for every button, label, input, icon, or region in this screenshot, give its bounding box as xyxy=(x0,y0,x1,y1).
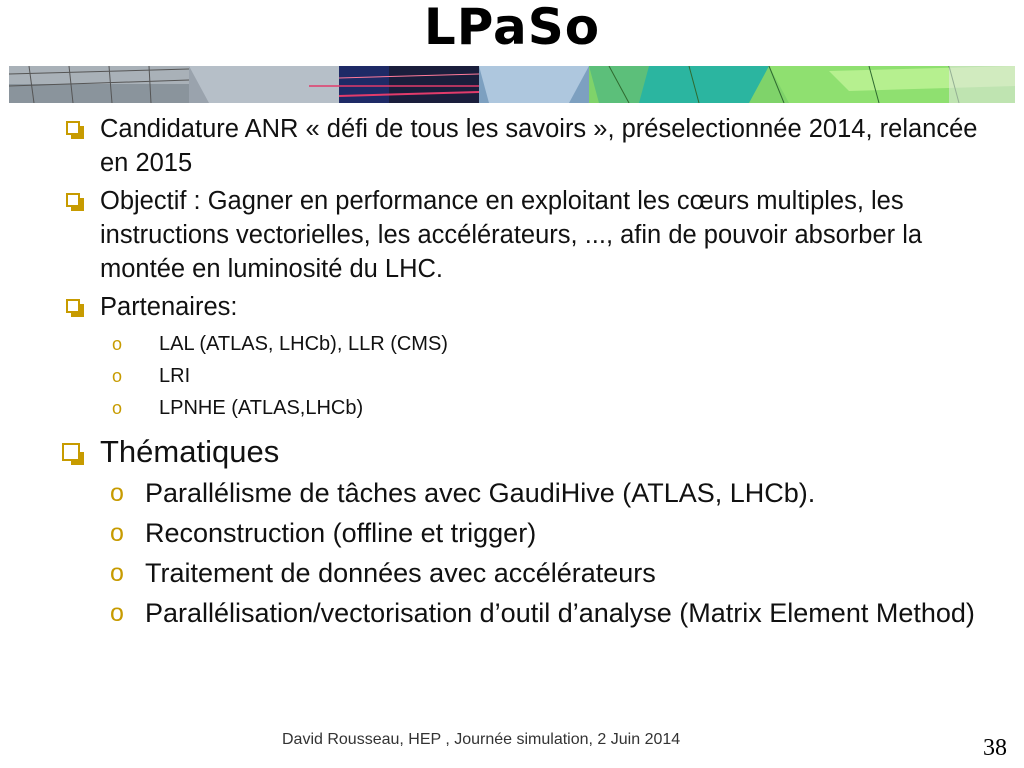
list-item: o LAL (ATLAS, LHCb), LLR (CMS) xyxy=(60,328,980,360)
circle-bullet-icon: o xyxy=(110,519,124,547)
circle-bullet-icon: o xyxy=(110,559,124,587)
circle-bullet-icon: o xyxy=(112,366,123,386)
circle-bullet-icon: o xyxy=(110,599,124,627)
bullet-thematiques: Thématiques xyxy=(60,432,980,472)
page-number: 38 xyxy=(983,735,1007,761)
circle-bullet-icon: o xyxy=(110,479,124,507)
list-item: o Parallélisation/vectorisation d’outil d’analyse (Matrix Element Method) xyxy=(60,596,980,631)
list-item: o LRI xyxy=(60,360,980,392)
slide-title: LPaSo xyxy=(423,0,601,56)
slide-content xyxy=(60,112,980,637)
bullet-box-icon xyxy=(66,299,80,313)
bullet-box-icon xyxy=(66,193,80,207)
bullet-anr: Candidature ANR « défi de tous les savoirs », préselectionnée 2014, relancée en 2015 xyxy=(60,112,980,180)
list-item: o Reconstruction (offline et trigger) xyxy=(60,516,980,551)
bullet-box-icon xyxy=(62,443,80,461)
detector-banner-image xyxy=(9,66,1015,103)
partenaires-list xyxy=(60,328,980,424)
circle-bullet-icon: o xyxy=(112,334,123,354)
bullet-box-icon xyxy=(66,121,80,135)
thematiques-list xyxy=(60,476,980,631)
list-item: o Traitement de données avec accélérateurs xyxy=(60,556,980,591)
circle-bullet-icon: o xyxy=(112,398,123,418)
list-item: o Parallélisme de tâches avec GaudiHive (ATLAS, LHCb). xyxy=(60,476,980,511)
list-item: o LPNHE (ATLAS,LHCb) xyxy=(60,392,980,424)
bullet-objectif: Objectif : Gagner en performance en exploitant les cœurs multiples, les instructions vectorielles, les accélérateurs, ..., afin de pouvoir absorber la montée en luminosité du LHC. xyxy=(60,184,980,286)
bullet-partenaires: Partenaires: xyxy=(60,290,980,324)
slide-footer: David Rousseau, HEP , Journée simulation, 2 Juin 2014 xyxy=(282,731,681,748)
